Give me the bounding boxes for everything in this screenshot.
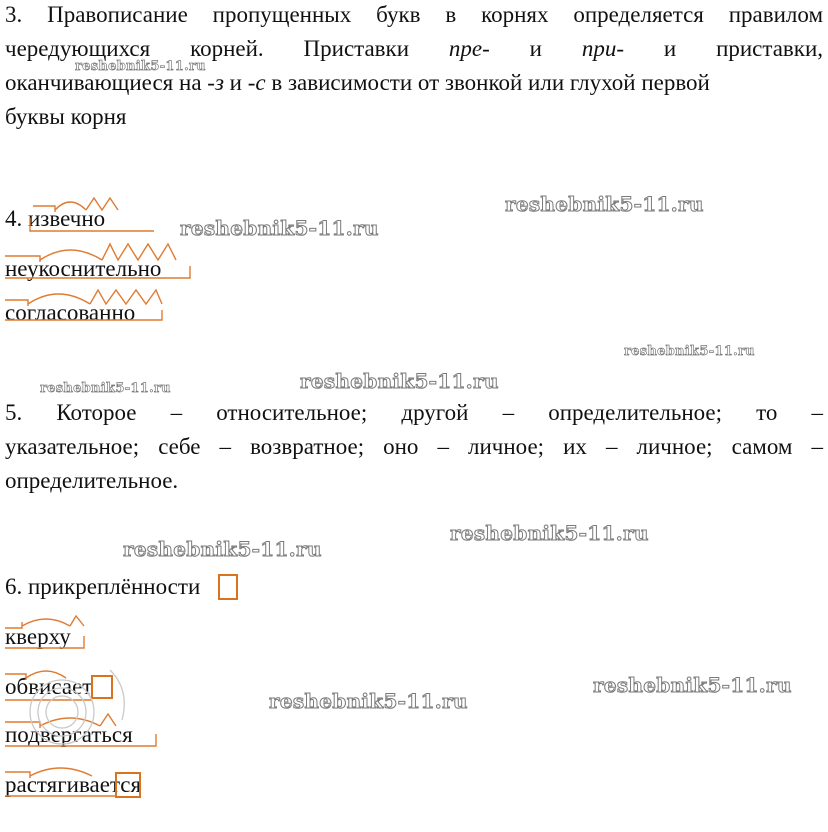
watermark-5: reshebnik5-11.ru <box>40 381 171 396</box>
watermark-8: reshebnik5-11.ru <box>123 537 322 561</box>
section6-word-kverkhu: кверху <box>5 624 71 649</box>
section3-line2-text: чередующихся корней. Приставки <box>5 36 410 61</box>
ending-box-obvisaet <box>92 676 112 698</box>
watermark-1: reshebnik5-11.ru <box>75 59 206 74</box>
section5-line1: 5. Которое – относительное; другой – определительное; то – <box>5 400 823 425</box>
section3-line4: буквы корня <box>5 104 127 129</box>
letter-z: з <box>214 70 224 95</box>
section3-line3-b: и - <box>223 70 256 95</box>
section3-line3-a: оканчивающиеся на - <box>5 70 215 95</box>
section6-word-prikreplennosti: 6. прикреплённости <box>5 574 201 599</box>
section6-word-podvergatsya: подвергаться <box>5 722 133 747</box>
section4-word-soglasovanno: согласованно <box>5 300 136 325</box>
section6-word-rastyagivaetsya: растягивается <box>5 772 142 797</box>
section3-and: и <box>529 36 542 61</box>
ending-box-prikreplennosti <box>219 575 237 599</box>
watermark-4: reshebnik5-11.ru <box>624 344 755 359</box>
section6-word-obvisaet: обвисает <box>5 674 93 699</box>
section4-word-neukosnitelno: неукоснительно <box>5 256 162 281</box>
watermark-6: reshebnik5-11.ru <box>300 369 499 393</box>
section5-line2: указательное; себе – возвратное; оно – личное; их – личное; самом – <box>5 434 823 459</box>
section3-line3-c: в зависимости от звонкой или глухой первой <box>265 70 710 95</box>
prefix-pri: при- <box>581 36 625 61</box>
watermark-2: reshebnik5-11.ru <box>505 192 704 216</box>
watermark-7: reshebnik5-11.ru <box>450 521 649 545</box>
watermark-3: reshebnik5-11.ru <box>180 216 379 240</box>
suffix-mark-kverkhu <box>70 616 84 626</box>
section3-line2-end: и приставки, <box>663 36 824 61</box>
prefix-pre: пре- <box>448 36 490 61</box>
section5-line3: определительное. <box>5 468 179 493</box>
letter-s: с <box>255 70 266 95</box>
watermark-10: reshebnik5-11.ru <box>269 689 468 713</box>
section4-word-izvechno: 4. извечно <box>5 206 106 231</box>
section3-line1: 3. Правописание пропущенных букв в корнях определяется правилом <box>5 2 823 27</box>
watermark-9: reshebnik5-11.ru <box>593 673 792 697</box>
